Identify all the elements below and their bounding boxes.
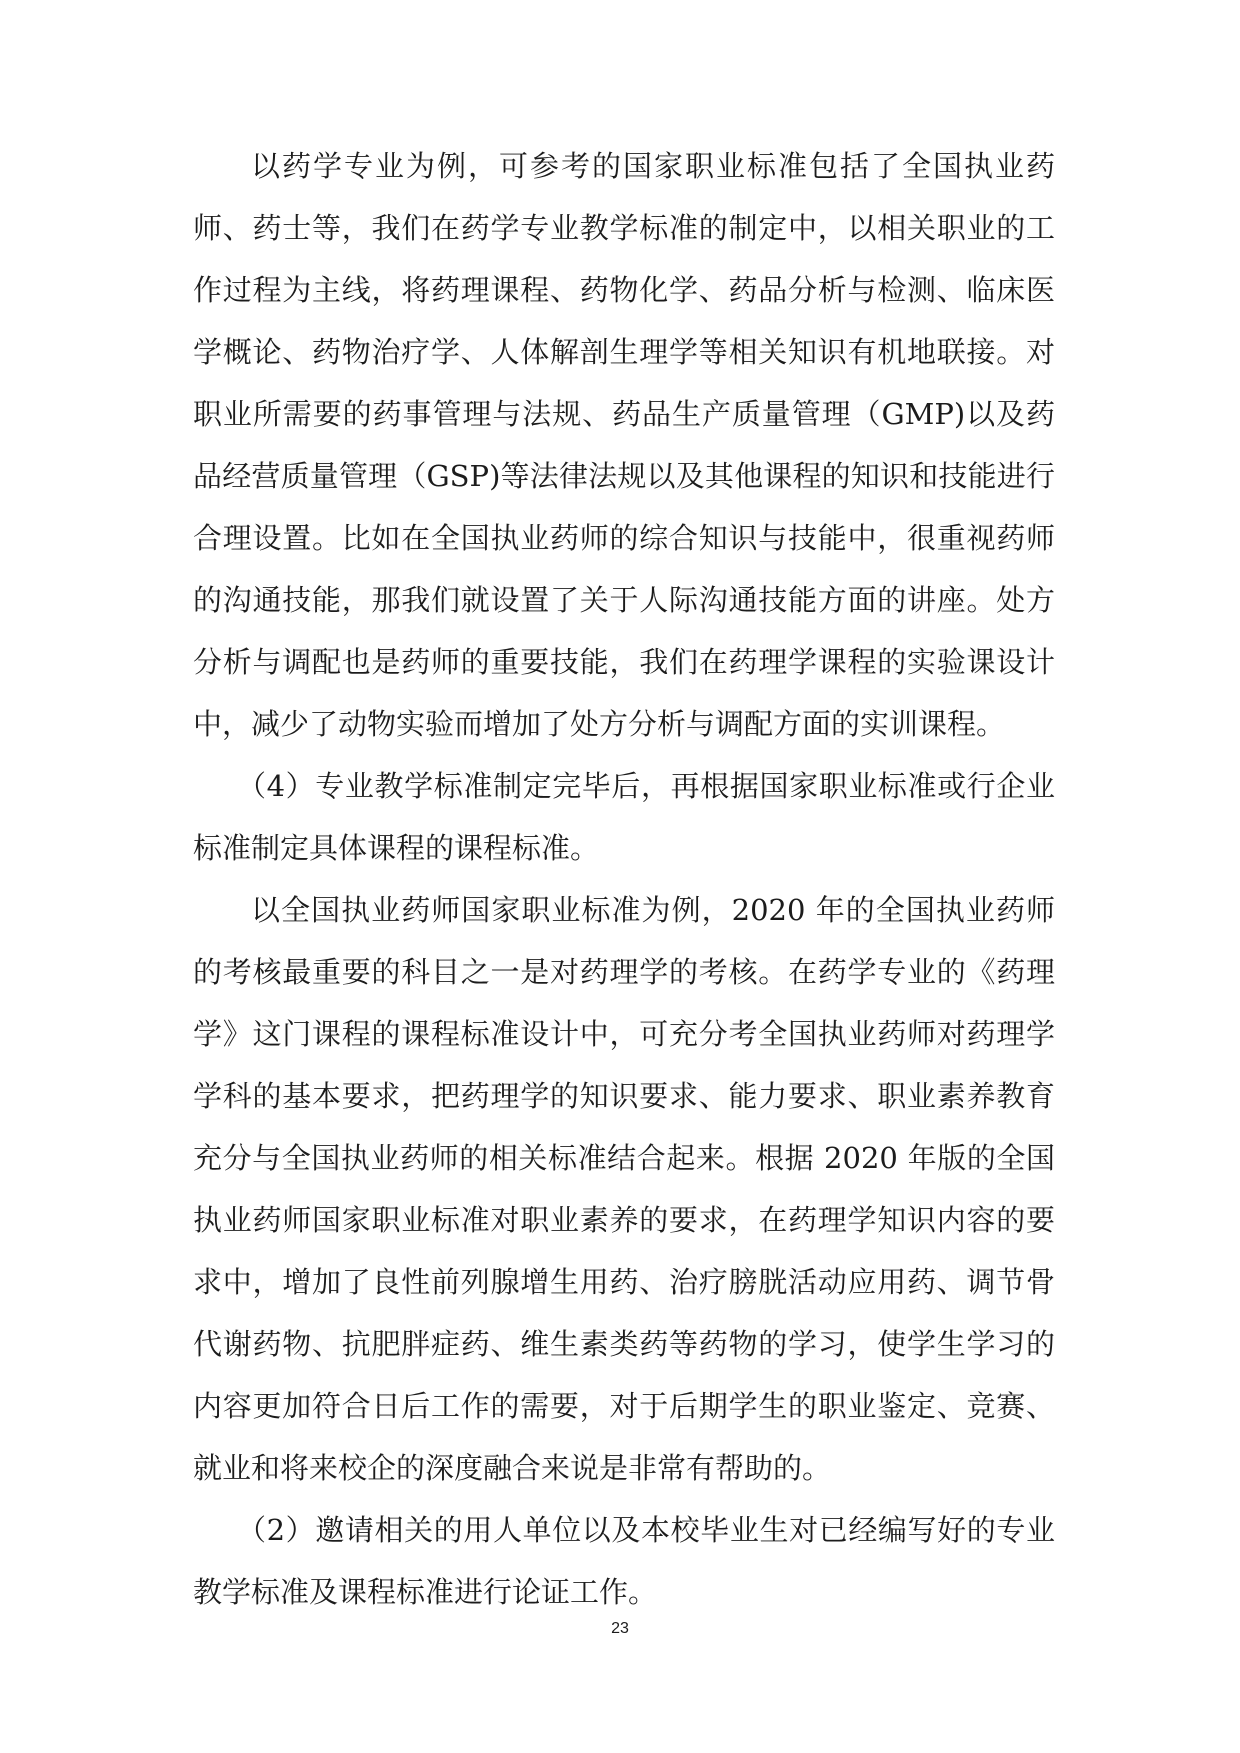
page-number: 23 (611, 1620, 629, 1637)
body-text (193, 135, 1055, 1623)
paragraph-step-2: （2）邀请相关的用人单位以及本校毕业生对已经编写好的专业教学标准及课程标准进行论证工作。 (193, 1513, 1055, 1609)
paragraph-licensed-pharmacist-example: 以全国执业药师国家职业标准为例，2020 年的全国执业药师的考核最重要的科目之一是对药理学的考核。在药学专业的《药理学》这门课程的课程标准设计中，可充分考全国执业药师对药理学学科的基本要求，把药理学的知识要求、能力要求、职业素养教育充分与全国执业药师的相关标准结合起来。根据 2020 年版的全国执业药师国家职业标准对职业素养的要求，在药理学知识内容的要求中，增加了良性前列腺增生用药、治疗膀胱活动应用药、调节骨代谢药物、抗肥胖症药、维生素类药等药物的学习，使学生学习的内容更加符合日后工作的需要，对于后期学生的职业鉴定、竞赛、就业和将来校企的深度融合来说是非常有帮助的。 (193, 893, 1055, 1485)
paragraph-pharmacy-example: 以药学专业为例，可参考的国家职业标准包括了全国执业药师、药士等，我们在药学专业教学标准的制定中，以相关职业的工作过程为主线，将药理课程、药物化学、药品分析与检测、临床医学概论、药物治疗学、人体解剖生理学等相关知识有机地联接。对职业所需要的药事管理与法规、药品生产质量管理（GMP)以及药品经营质量管理（GSP)等法律法规以及其他课程的知识和技能进行合理设置。比如在全国执业药师的综合知识与技能中，很重视药师的沟通技能，那我们就设置了关于人际沟通技能方面的讲座。处方分析与调配也是药师的重要技能，我们在药理学课程的实验课设计中，减少了动物实验而增加了处方分析与调配方面的实训课程。 (193, 149, 1055, 741)
paragraph-step-4: （4）专业教学标准制定完毕后，再根据国家职业标准或行企业标准制定具体课程的课程标准。 (193, 769, 1055, 865)
